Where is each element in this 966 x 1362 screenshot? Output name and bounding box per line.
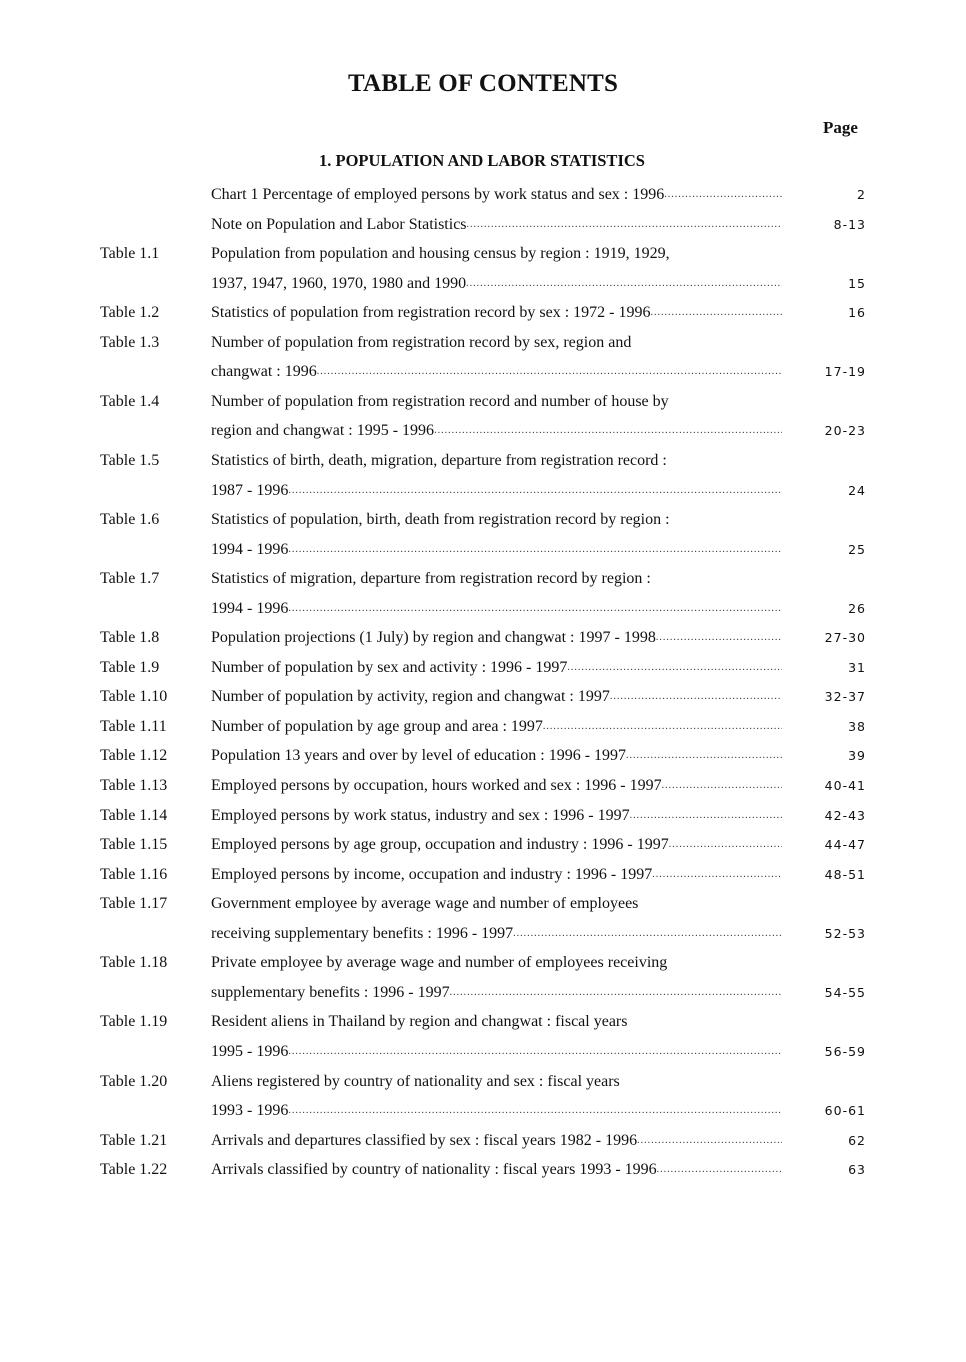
toc-entry-text <box>211 387 782 416</box>
toc-entry-label-word: Table 1.3 <box>100 334 160 351</box>
toc-entry-title-line: Statistics of birth, death, migration, departure from registration record : <box>211 452 667 469</box>
toc-entry-label-word: Table 1.10 <box>100 688 168 705</box>
toc-entry-text <box>211 919 782 948</box>
toc-entry-title-line: changwat : 1996 <box>211 363 317 380</box>
toc-entry-label-word: Table 1.8 <box>100 629 160 646</box>
toc-entry-label-word: Table 1.13 <box>100 777 168 794</box>
toc-entry-label <box>100 387 205 416</box>
toc-entry-title-line: Statistics of migration, departure from registration record by region : <box>211 570 651 587</box>
toc-entry-title-line: Arrivals classified by country of nationality : fiscal years 1993 - 1996 <box>211 1161 657 1178</box>
toc-entry-page: 16 <box>848 305 866 320</box>
dot-leader <box>467 210 782 239</box>
toc-entry-title-line: Statistics of population, birth, death from registration record by region : <box>211 511 670 528</box>
toc-entry-text <box>211 269 782 298</box>
dot-leader <box>288 535 782 564</box>
toc-entry-text <box>211 682 782 711</box>
toc-entry-label <box>100 1007 205 1036</box>
toc-entry-label <box>100 830 205 859</box>
toc-entry-title-line: Population from population and housing census by region : 1919, 1929, <box>211 245 670 262</box>
toc-entry-label <box>100 1155 205 1184</box>
toc-entry-text <box>211 889 782 918</box>
dot-leader <box>450 978 782 1007</box>
toc-entry-text <box>211 594 782 623</box>
toc-entry-text <box>211 476 782 505</box>
toc-entry-text <box>211 1096 782 1125</box>
dot-leader <box>626 741 782 770</box>
dot-leader <box>662 771 782 800</box>
toc-entry-label <box>100 653 205 682</box>
toc-entry-text <box>211 535 782 564</box>
toc-entry-label <box>100 889 205 918</box>
toc-entry-page: 8-13 <box>833 217 866 232</box>
toc-entry-title-line: Aliens registered by country of nationality and sex : fiscal years <box>211 1073 620 1090</box>
toc-entry-label-word: Table 1.17 <box>100 895 168 912</box>
page-title: TABLE OF CONTENTS <box>347 70 619 97</box>
toc-entry-page: 54-55 <box>824 985 866 1000</box>
toc-entry-label <box>100 682 205 711</box>
toc-entry-label-word: Table 1.18 <box>100 954 168 971</box>
toc-entry-page: 63 <box>848 1162 866 1177</box>
toc-entry-text <box>211 1067 782 1096</box>
toc-entry-label <box>100 505 205 534</box>
toc-entry-page: 39 <box>848 748 866 763</box>
toc-entry-title-line: Number of population by activity, region and changwat : 1997 <box>211 688 610 705</box>
toc-entry-title-line: Note on Population and Labor Statistics <box>211 216 467 233</box>
toc-entry-text <box>211 1037 782 1066</box>
toc-entry-text <box>211 210 782 239</box>
toc-entry-text <box>211 860 782 889</box>
toc-entry-page: 17-19 <box>824 364 866 379</box>
toc-entry-text <box>211 239 782 268</box>
toc-entry-title-line: Number of population by sex and activity : 1996 - 1997 <box>211 659 568 676</box>
toc-entry-title-line: 1994 - 1996 <box>211 541 289 558</box>
toc-entry-label-word: Table 1.15 <box>100 836 168 853</box>
toc-entry-text <box>211 771 782 800</box>
toc-entry-label-word: Table 1.7 <box>100 570 160 587</box>
toc-entry-label <box>100 239 205 268</box>
toc-entry-label-word: Table 1.21 <box>100 1132 168 1149</box>
section-heading-text: 1. POPULATION AND LABOR STATISTICS <box>319 151 645 170</box>
toc-entry-title-line: Number of population by age group and area : 1997 <box>211 718 543 735</box>
toc-entry-page: 24 <box>848 483 866 498</box>
toc-entry-text <box>211 623 782 652</box>
dot-leader <box>657 1155 782 1184</box>
toc-entry-text <box>211 978 782 1007</box>
toc-entry-text <box>211 801 782 830</box>
toc-entry-label-word: Table 1.11 <box>100 718 167 735</box>
toc-entry-label-word: Table 1.5 <box>100 452 160 469</box>
dot-leader <box>288 476 782 505</box>
toc-entry-label <box>100 1126 205 1155</box>
dot-leader <box>288 1037 782 1066</box>
toc-entry-text <box>211 741 782 770</box>
dot-leader <box>630 801 782 830</box>
dot-leader <box>288 1096 782 1125</box>
dot-leader <box>434 416 782 445</box>
toc-entry-page: 25 <box>848 542 866 557</box>
toc-entry-label <box>100 712 205 741</box>
toc-entry-title-line: region and changwat : 1995 - 1996 <box>211 422 435 439</box>
toc-entry-label <box>100 298 205 327</box>
toc-entry-title-line: Employed persons by income, occupation and industry : 1996 - 1997 <box>211 866 653 883</box>
toc-entry-label-word: Table 1.6 <box>100 511 160 528</box>
toc-entry-text <box>211 357 782 386</box>
toc-entry-title-line: Government employee by average wage and number of employees <box>211 895 639 912</box>
toc-entry-label-word: Table 1.14 <box>100 807 168 824</box>
toc-entry-label-word: Table 1.22 <box>100 1161 168 1178</box>
page-column-header: Page <box>823 118 858 137</box>
toc-entry-label-word: Table 1.16 <box>100 866 168 883</box>
toc-entry-page: 27-30 <box>824 630 866 645</box>
toc-entry-text <box>211 830 782 859</box>
toc-entry-title-line: 1995 - 1996 <box>211 1043 289 1060</box>
toc-entry-label <box>100 564 205 593</box>
toc-entry-text <box>211 505 782 534</box>
toc-entry-label-word: Table 1.4 <box>100 393 160 410</box>
toc-entry-text <box>211 1007 782 1036</box>
toc-entry-text <box>211 446 782 475</box>
toc-entry-title-line: receiving supplementary benefits : 1996 - 1997 <box>211 925 514 942</box>
toc-entry-label-word: Table 1.9 <box>100 659 160 676</box>
dot-leader <box>466 269 782 298</box>
toc-entry-title-line: Employed persons by occupation, hours worked and sex : 1996 - 1997 <box>211 777 662 794</box>
toc-entry-title-line: 1937, 1947, 1960, 1970, 1980 and 1990 <box>211 275 467 292</box>
toc-entry-page: 26 <box>848 601 866 616</box>
toc-entry-page: 42-43 <box>824 808 866 823</box>
dot-leader <box>610 682 782 711</box>
toc-entry-label-word: Table 1.12 <box>100 747 168 764</box>
dot-leader <box>567 653 782 682</box>
toc-entry-page: 20-23 <box>824 423 866 438</box>
toc-entry-title-line: Population projections (1 July) by region and changwat : 1997 - 1998 <box>211 629 656 646</box>
toc-entry-title-line: 1993 - 1996 <box>211 1102 289 1119</box>
toc-entry-title-line: Chart 1 Percentage of employed persons by work status and sex : 1996 <box>211 186 665 203</box>
toc-entry-page: 2 <box>857 187 866 202</box>
toc-entry-text <box>211 564 782 593</box>
toc-entry-text <box>211 712 782 741</box>
dot-leader <box>656 623 782 652</box>
dot-leader <box>650 298 782 327</box>
toc-entry-title-line: Arrivals and departures classified by sex : fiscal years 1982 - 1996 <box>211 1132 638 1149</box>
toc-entry-text <box>211 416 782 445</box>
toc-entry-label-word: Table 1.20 <box>100 1073 168 1090</box>
toc-entry-label <box>100 948 205 977</box>
toc-entry-label-word: Table 1.2 <box>100 304 160 321</box>
toc-entry-page: 52-53 <box>824 926 866 941</box>
toc-entry-label <box>100 801 205 830</box>
section-heading <box>0 151 966 171</box>
toc-entry-page: 40-41 <box>824 778 866 793</box>
toc-entry-page: 31 <box>848 660 866 675</box>
dot-leader <box>513 919 782 948</box>
toc-entry-title-line: Resident aliens in Thailand by region and changwat : fiscal years <box>211 1013 628 1030</box>
toc-entry-text <box>211 1126 782 1155</box>
toc-entry-label-word: Table 1.19 <box>100 1013 168 1030</box>
toc-entry-text <box>211 653 782 682</box>
dot-leader <box>637 1126 782 1155</box>
toc-entry-label <box>100 741 205 770</box>
toc-entry-page: 15 <box>848 276 866 291</box>
toc-entry-label <box>100 860 205 889</box>
dot-leader <box>543 712 782 741</box>
toc-entry-title-line: Employed persons by work status, industry and sex : 1996 - 1997 <box>211 807 630 824</box>
toc-entry-text <box>211 180 782 209</box>
toc-entry-page: 32-37 <box>824 689 866 704</box>
toc-entry-text <box>211 1155 782 1184</box>
toc-entry-page: 62 <box>848 1133 866 1148</box>
toc-entry-title-line: Number of population from registration record and number of house by <box>211 393 669 410</box>
dot-leader <box>669 830 782 859</box>
dot-leader <box>317 357 782 386</box>
toc-entry-label <box>100 623 205 652</box>
dot-leader <box>652 860 782 889</box>
toc-entry-page: 44-47 <box>824 837 866 852</box>
toc-entry-title-line: Statistics of population from registration record by sex : 1972 - 1996 <box>211 304 651 321</box>
toc-entry-label <box>100 446 205 475</box>
toc-entry-title-line: Private employee by average wage and number of employees receiving <box>211 954 668 971</box>
toc-entry-title-line: 1987 - 1996 <box>211 482 289 499</box>
toc-entry-text <box>211 328 782 357</box>
toc-entry-title-line: Employed persons by age group, occupation and industry : 1996 - 1997 <box>211 836 669 853</box>
toc-entry-title-line: supplementary benefits : 1996 - 1997 <box>211 984 450 1001</box>
toc-entry-label <box>100 1067 205 1096</box>
toc-entry-text <box>211 298 782 327</box>
dot-leader <box>288 594 782 623</box>
toc-entry-label <box>100 328 205 357</box>
dot-leader <box>664 180 782 209</box>
toc-entry-page: 38 <box>848 719 866 734</box>
toc-entry-title-line: Population 13 years and over by level of education : 1996 - 1997 <box>211 747 627 764</box>
toc-entry-title-line: 1994 - 1996 <box>211 600 289 617</box>
toc-entry-title-line: Number of population from registration record by sex, region and <box>211 334 632 351</box>
toc-entry-label <box>100 771 205 800</box>
toc-entry-text <box>211 948 782 977</box>
toc-entry-label-word: Table 1.1 <box>100 245 160 262</box>
toc-entry-page: 48-51 <box>824 867 866 882</box>
toc-entry-page: 56-59 <box>824 1044 866 1059</box>
toc-entry-page: 60-61 <box>824 1103 866 1118</box>
